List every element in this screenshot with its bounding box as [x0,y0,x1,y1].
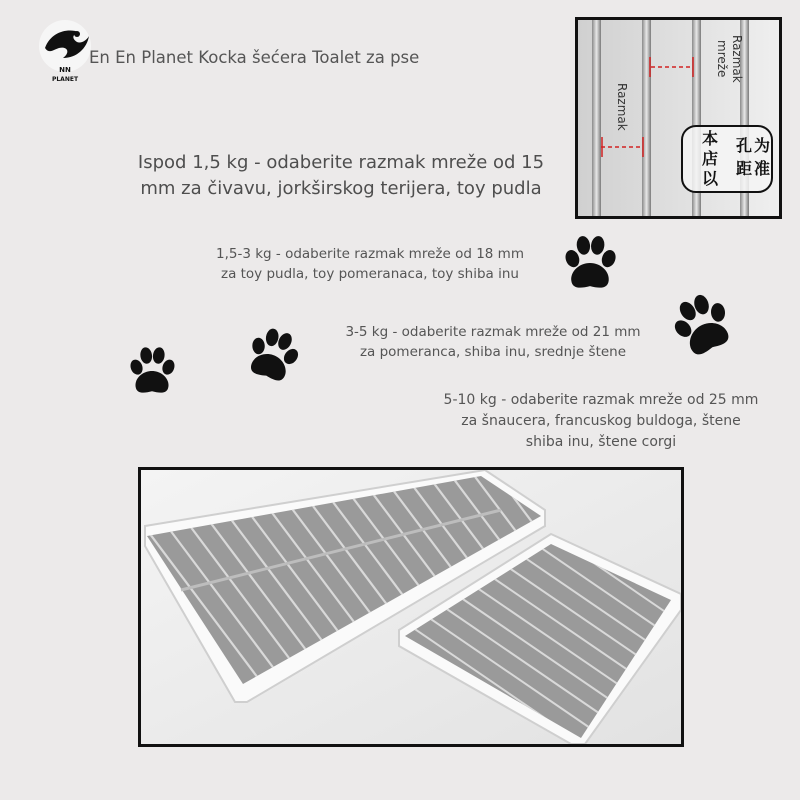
stamp-char-2: 距 [736,159,753,178]
inset-label-razmak: Razmak [615,83,629,131]
stamp-char-1: 孔 [736,136,753,155]
stamp-char-4: 准 [754,159,771,178]
stamp-char-5: 本 [702,129,719,148]
product-trays-image [138,467,684,747]
text-block-1-5-3kg: 1,5-3 kg - odaberite razmak mreže od 18 mm za toy pudla, toy pomeranaca, toy shiba inu [216,246,524,282]
paw-icon [122,342,182,400]
stamp-char-3: 为 [754,136,771,155]
mesh-closeup-image [575,17,782,219]
inset-label-mreze: mreže [715,40,729,78]
text-block-under-1-5kg: Ispod 1,5 kg - odaberite razmak mreže od 15 mm za čivavu, jorkširskog terijera, toy pudla [137,152,545,199]
inset-label-razmak-2: Razmak [730,35,744,83]
brand-logo [37,18,93,86]
brand-title: En En Planet Kocka šećera Toalet za pse [89,48,420,67]
logo-text-1: NN [59,66,71,74]
stamp-char-7: 以 [702,169,719,188]
paw-icon [242,324,304,386]
paw-icon [666,290,738,360]
text-block-3-5kg: 3-5 kg - odaberite razmak mreže od 21 mm za pomeranca, shiba inu, srednje štene [345,324,641,360]
text-block-5-10kg: 5-10 kg - odaberite razmak mreže od 25 mm za šnaucera, francuskog buldoga, štene shiba inu, štene corgi [443,392,759,450]
logo-text-2: PLANET [51,76,79,83]
paw-icon [556,230,624,296]
stamp-char-6: 店 [702,149,719,168]
